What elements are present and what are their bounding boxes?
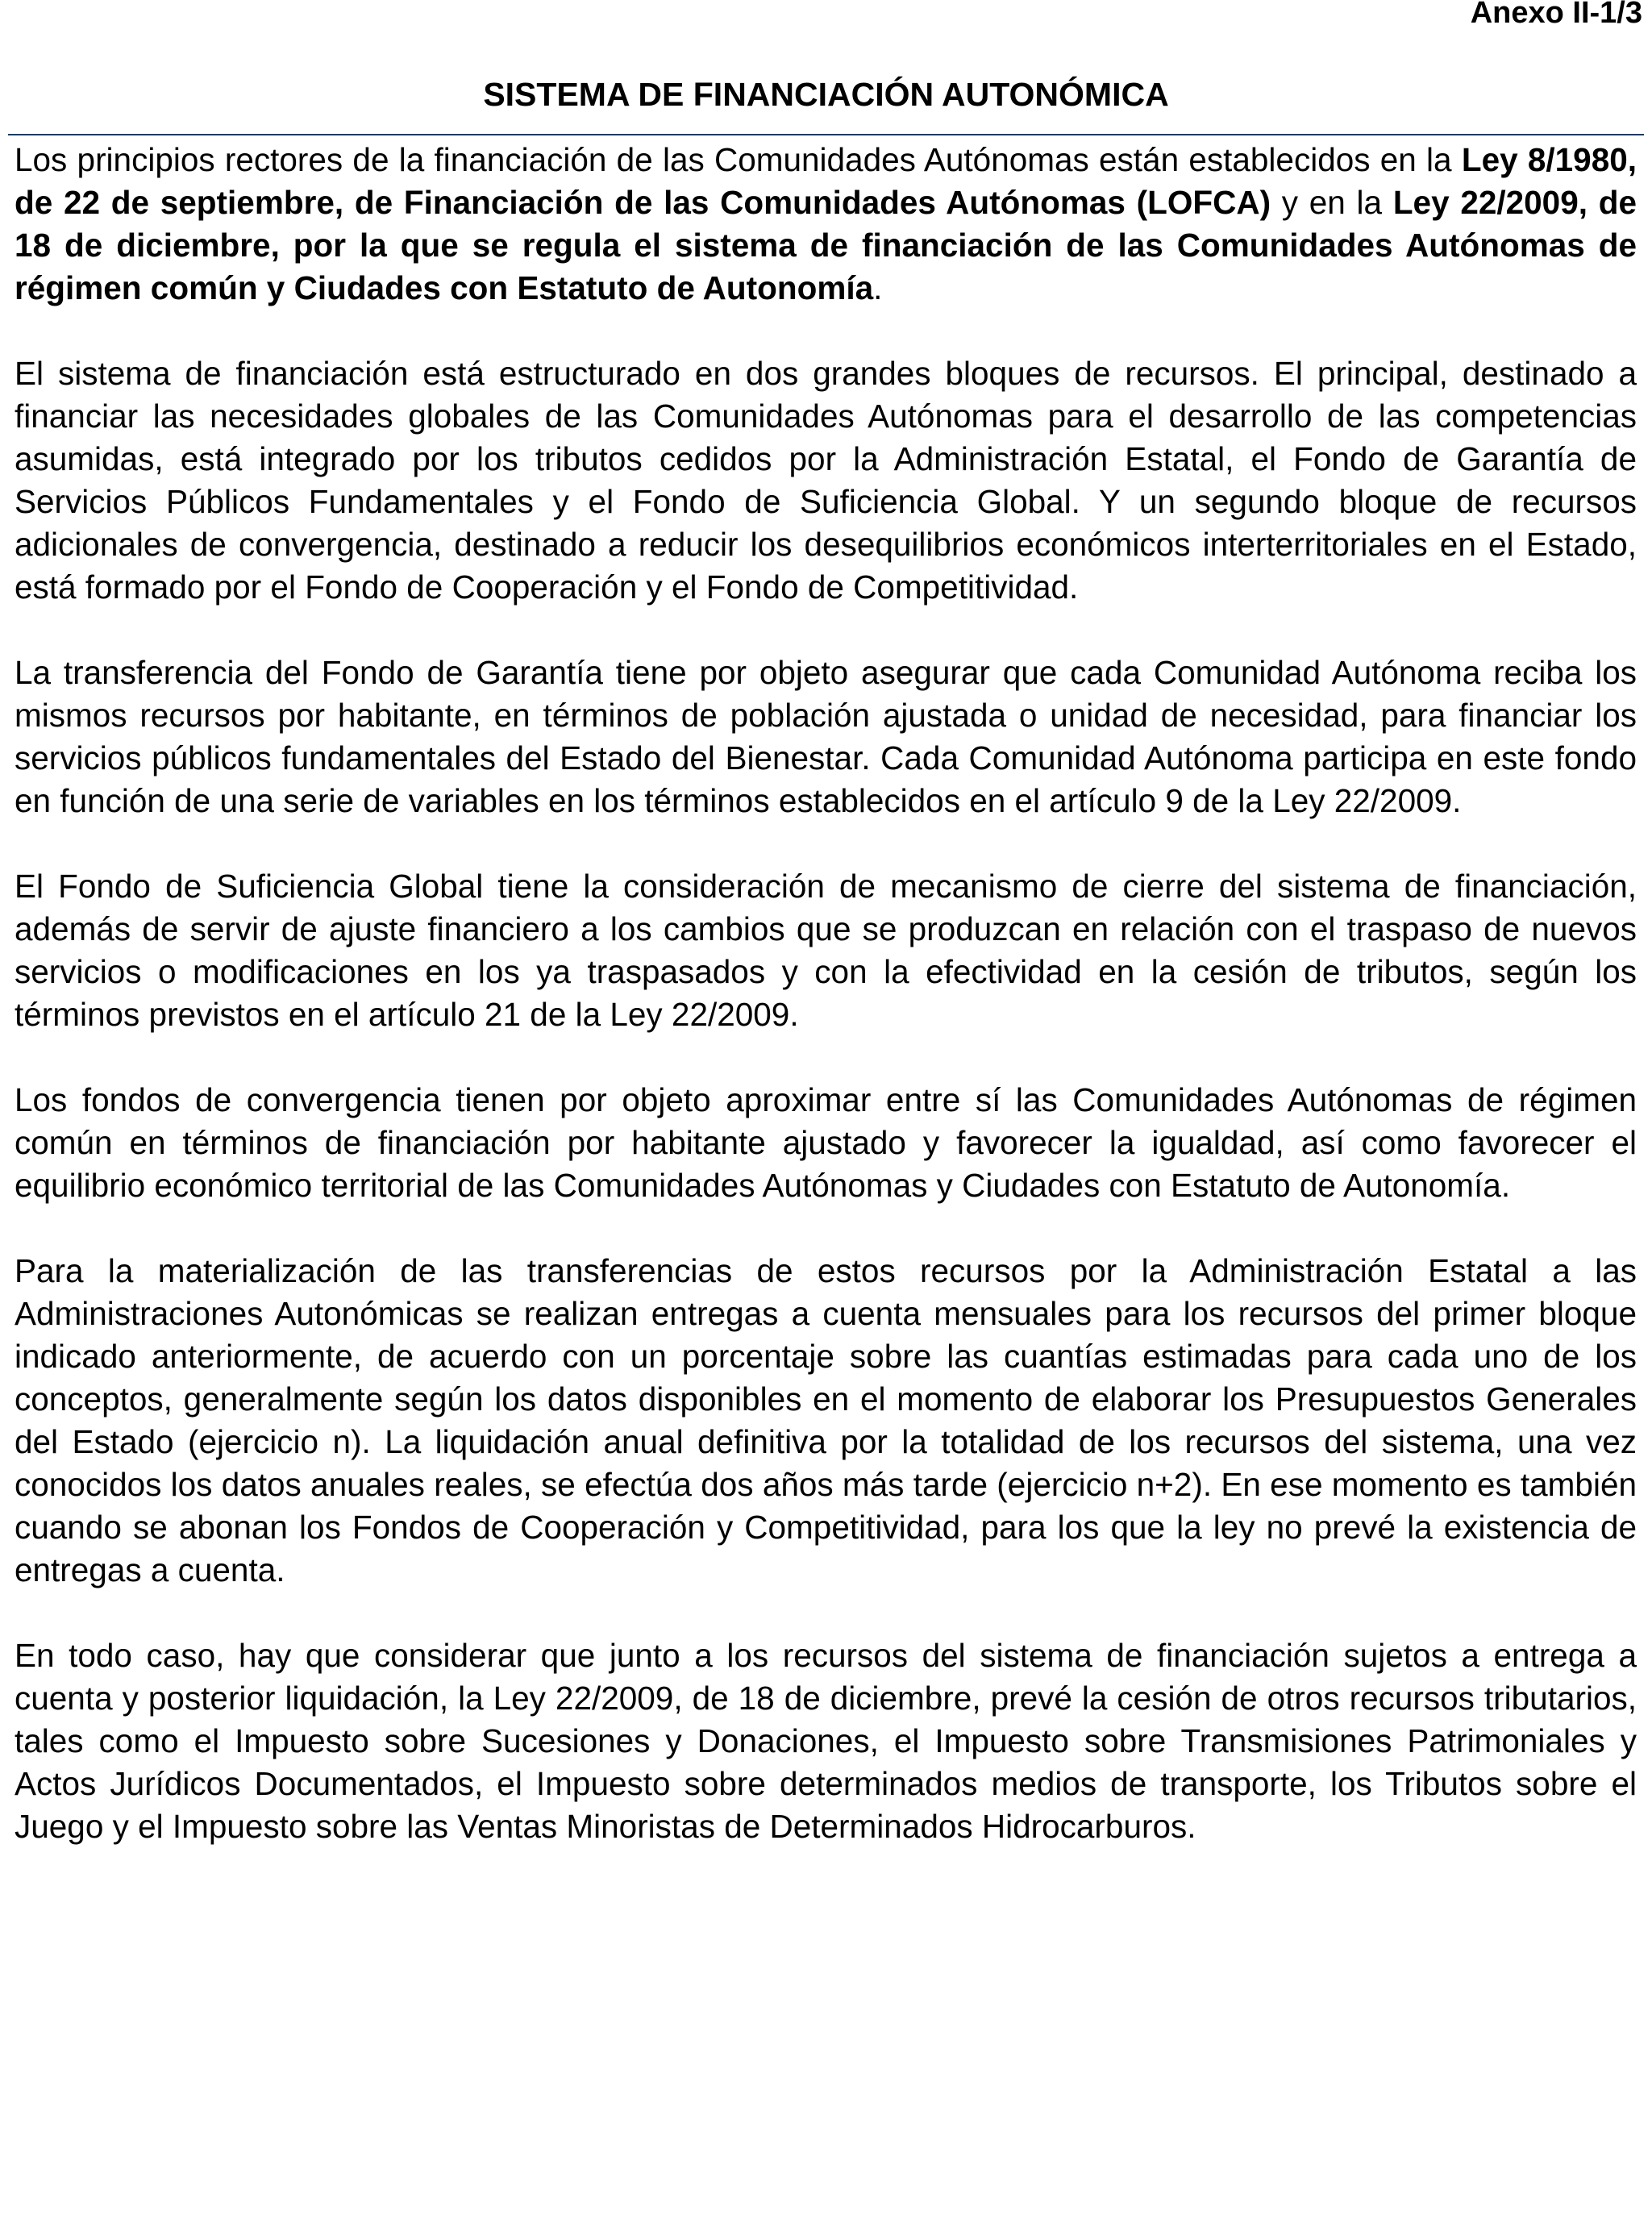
paragraph-transfers: Para la materialización de las transferencias de estos recursos por la Administración Estatal a las Administraciones Autonómicas se realizan entregas a cuenta mensuales para los recursos del primer bloque indicado anteriormente, de acuerdo con un porcentaje sobre las cuantías estimadas para cada uno de los conceptos, generalmente según los datos disponibles en el momento de elaborar los Presupuestos Generales del Estado (ejercicio n). La liquidación anual definitiva por la totalidad de los recursos del sistema, una vez conocidos los datos anuales reales, se efectúa dos años más tarde (ejercicio n+2). En ese momento es también cuando se abonan los Fondos de Cooperación y Competitividad, para los que la ley no prevé la existencia de entregas a cuenta. (15, 1252, 1637, 1588)
title-divider (8, 134, 1644, 135)
paragraph-system-structure: El sistema de financiación está estructurado en dos grandes bloques de recursos. El principal, destinado a financiar las necesidades globales de las Comunidades Autónomas para el desarrollo de las competencias asumidas, está integrado por los tributos cedidos por la Administración Estatal, el Fondo de Garantía de Servicios Públicos Fundamentales y el Fondo de Suficiencia Global. Y un segundo bloque de recursos adicionales de convergencia, destinado a reducir los desequilibrios económicos interterritoriales en el Estado, está formado por el Fondo de Cooperación y el Fondo de Competitividad. (15, 355, 1637, 606)
paragraph-other-resources: En todo caso, hay que considerar que junto a los recursos del sistema de financiación sujetos a entrega a cuenta y posterior liquidación, la Ley 22/2009, de 18 de diciembre, prevé la cesión de otros recursos tributarios, tales como el Impuesto sobre Sucesiones y Donaciones, el Impuesto sobre Transmisiones Patrimoniales y Actos Jurídicos Documentados, el Impuesto sobre determinados medios de transporte, los Tributos sobre el Juego y el Impuesto sobre las Ventas Minoristas de Determinados Hidrocarburos. (15, 1637, 1637, 1845)
law-22-2009-reference: Ley 22/2009, de 18 de diciembre, por la que se regula el sistema de financiación de las Comunidades Autónomas de régimen común y Ciudades con Estatuto de Autonomía (15, 184, 1637, 306)
document-body (15, 139, 1637, 1891)
paragraph-text: Los principios rectores de la financiación de las Comunidades Autónomas están establecidos en la (15, 141, 1462, 178)
paragraph-text: . (873, 269, 883, 306)
law-lofca-reference: Ley 8/1980, de 22 de septiembre, de Financiación de las Comunidades Autónomas (LOFCA) (15, 141, 1637, 221)
annex-label: Anexo II-1/3 (1470, 0, 1642, 30)
paragraph-convergence-funds: Los fondos de convergencia tienen por objeto aproximar entre sí las Comunidades Autónomas de régimen común en términos de financiación por habitante ajustado y favorecer la igualdad, así como favorecer el equilibrio económico territorial de las Comunidades Autónomas y Ciudades con Estatuto de Autonomía. (15, 1081, 1637, 1204)
paragraph-guarantee-fund: La transferencia del Fondo de Garantía tiene por objeto asegurar que cada Comunidad Autónoma reciba los mismos recursos por habitante, en términos de población ajustada o unidad de necesidad, para financiar los servicios públicos fundamentales del Estado del Bienestar. Cada Comunidad Autónoma participa en este fondo en función de una serie de variables en los términos establecidos en el artículo 9 de la Ley 22/2009. (15, 654, 1637, 819)
paragraph-text: y en la (1271, 184, 1393, 221)
paragraph-sufficiency-fund: El Fondo de Suficiencia Global tiene la consideración de mecanismo de cierre del sistema de financiación, además de servir de ajuste financiero a los cambios que se produzcan en relación con el traspaso de nuevos servicios o modificaciones en los ya traspasados y con la efectividad en la cesión de tributos, según los términos previstos en el artículo 21 de la Ley 22/2009. (15, 868, 1637, 1033)
page-title: SISTEMA DE FINANCIACIÓN AUTONÓMICA (483, 76, 1169, 113)
paragraph-legal-framework (15, 139, 1637, 310)
